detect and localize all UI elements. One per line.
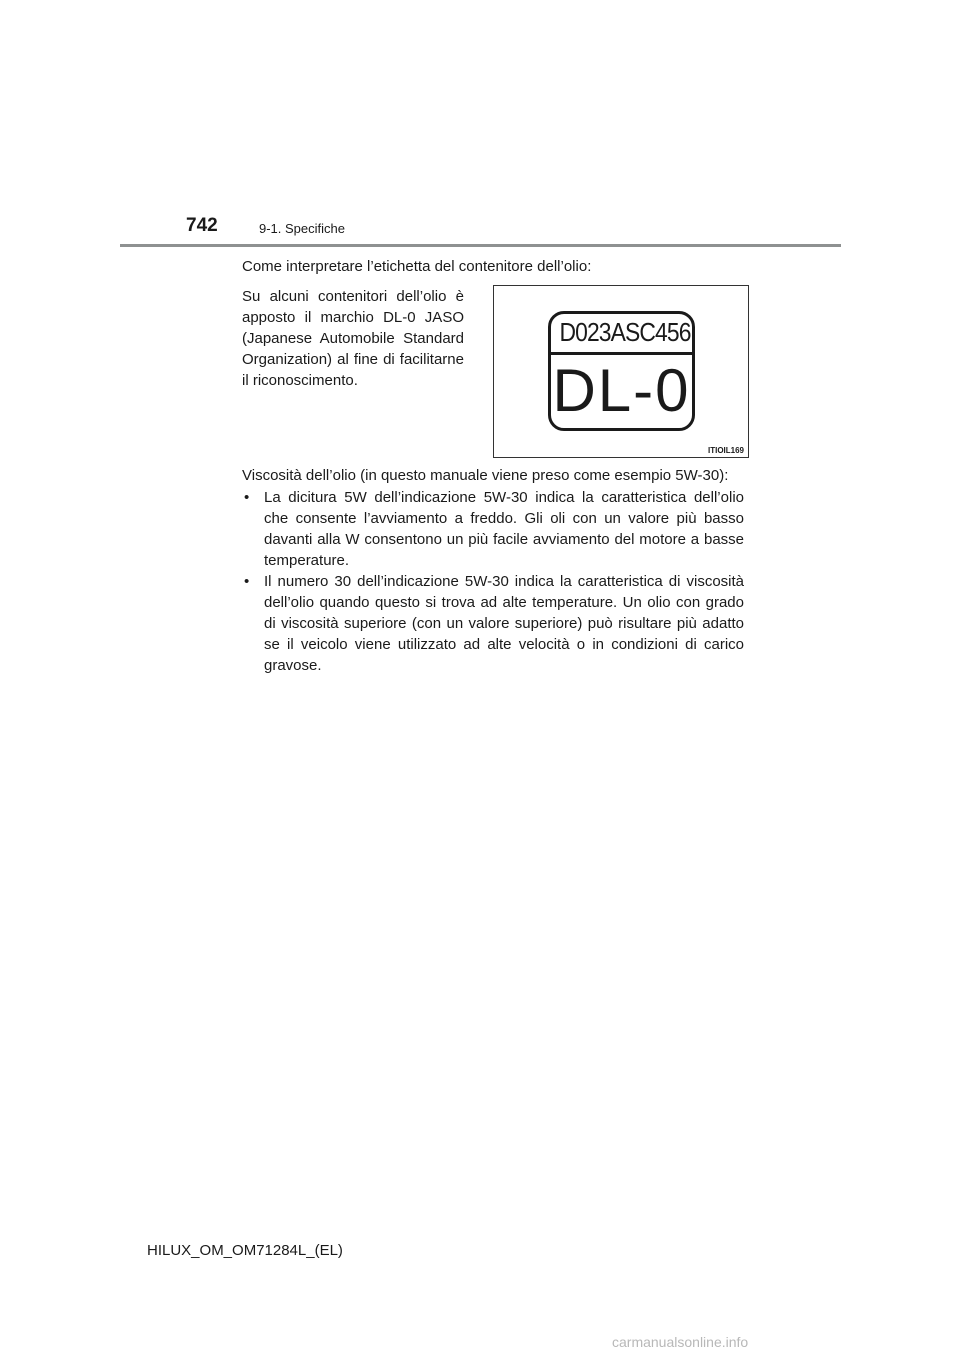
label-divider [551, 352, 692, 355]
figure-id: ITIOIL169 [707, 446, 744, 455]
viscosity-bullets [244, 487, 744, 676]
header-divider [120, 244, 841, 247]
footer-doc-code: HILUX_OM_OM71284L_(EL) [147, 1242, 343, 1259]
page-number: 742 [186, 215, 218, 236]
bullet-marker: • [244, 489, 250, 506]
bullet-marker: • [244, 573, 250, 590]
bullet-text: Il numero 30 dell’indicazione 5W-30 indica la caratteristica di viscosità dell’olio quando questo si trova ad alte temperature. Un olio con grado di viscosità superiore (con un valore superiore) può risultare più adatto se il veicolo viene utilizzato ad alte velocità o in condizioni di carico gravose. [264, 573, 744, 674]
side-paragraph: Su alcuni contenitori dell’olio è apposto il marchio DL-0 JASO (Japanese Automobile Standard Organization) al fine di facilitarne il riconoscimento. [242, 288, 464, 389]
intro-text: Come interpretare l’etichetta del contenitore dell’olio: [242, 258, 592, 275]
watermark: carmanualsonline.info [612, 1334, 749, 1350]
jaso-label [548, 311, 695, 431]
oil-label-figure [493, 285, 749, 458]
section-title: 9-1. Specifiche [259, 221, 345, 236]
list-item [244, 571, 744, 676]
bullet-text: La dicitura 5W dell’indicazione 5W-30 indica la caratteristica dell’olio che consente l’avviamento a freddo. Gli oli con un valore più basso davanti alla W consentono un più facile avviamento del motore a basse temperature. [264, 489, 744, 569]
list-item [244, 487, 744, 571]
label-code: D023ASC456 [559, 317, 691, 347]
viscosity-intro: Viscosità dell’olio (in questo manuale viene preso come esempio 5W-30): [242, 467, 729, 484]
label-grade: DL-0 [552, 357, 691, 424]
